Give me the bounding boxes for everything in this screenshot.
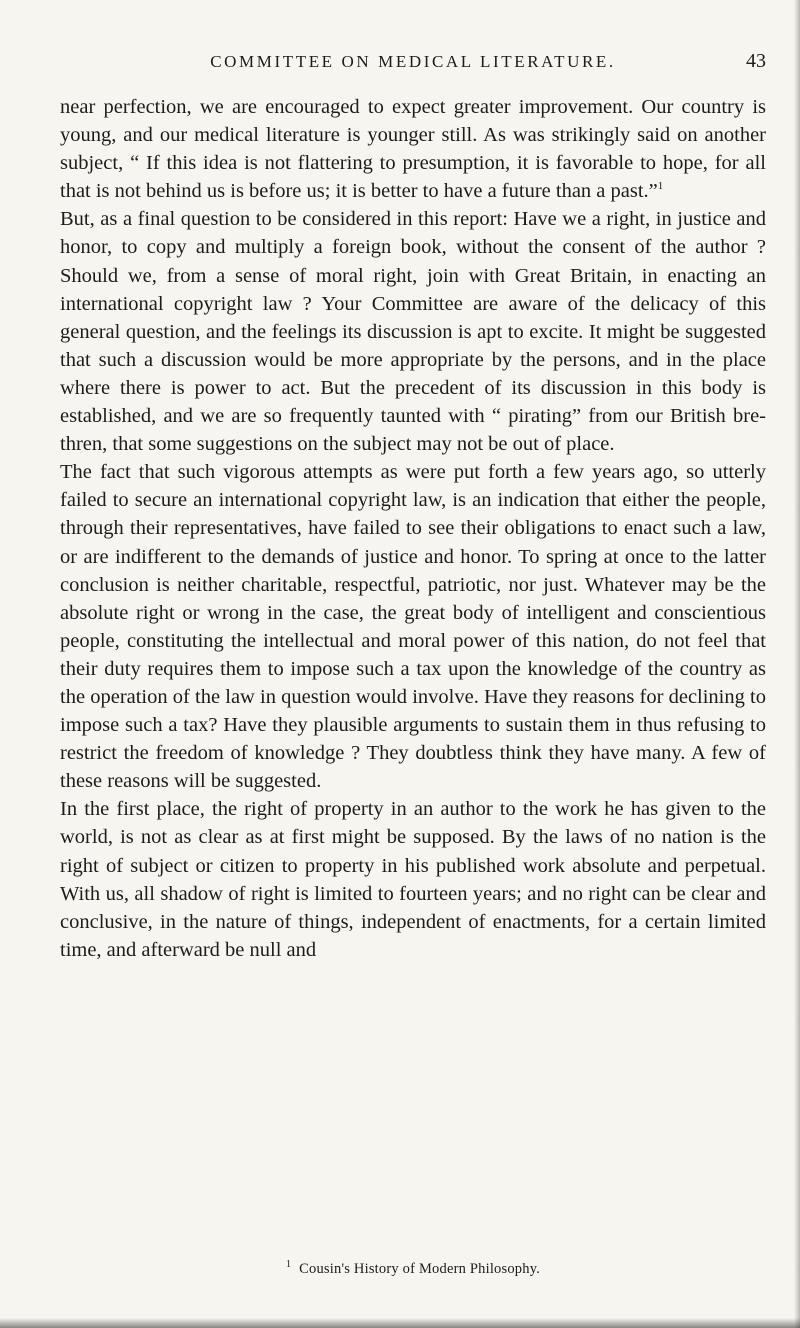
- paragraph-1-text: near perfection, we are encouraged to expect greater improvement. Our country is young, and our medical literature is younger still. As was strikingly said on another subject, “ If this idea is not flattering to presumption, it is favorable to hope, for all that is not behind us is before us; it is better to have a future than a past.”: [60, 96, 766, 203]
- body-text: [60, 93, 766, 964]
- paragraph-4: In the first place, the right of property in an author to the work he has given to the world, is not as clear as at first might be supposed. By the laws of no nation is the right of subject or citizen to property in his published work absolute and perpetual. With us, all shadow of right is limited to fourteen years; and no right can be clear and conclusive, in the nature of things, independent of enactments, for a certain limited time, and afterward be null and: [60, 798, 766, 961]
- footnote-reference: 1: [657, 180, 664, 193]
- footnote: [60, 1261, 766, 1278]
- running-header: [60, 50, 766, 80]
- page-bottom-shadow: [0, 1318, 800, 1328]
- page-edge-shadow: [794, 0, 800, 1328]
- paragraph-3: The fact that such vigorous attempts as were put forth a few years ago, so utterly failed to secure an international copyright law, is an indication that either the people, through their representatives, have failed to see their obligations to enact such a law, or are indifferent to the demands of justice and honor. To spring at once to the latter conclusion is neither charitable, respectful, patriotic, nor just. Whatever may be the absolute right or wrong in the case, the great body of intelligent and conscientious people, constituting the intellectual and moral power of this nation, do not feel that their duty requires them to impose such a tax upon the knowledge of the country as the operation of the law in question would involve. Have they reasons for declining to impose such a tax? Have they plausible arguments to sustain them in thus refusing to restrict the freedom of knowledge ? They doubtless think they have many. A few of these reasons will be suggested.: [60, 461, 766, 793]
- paragraph-2: But, as a final question to be considered in this report: Have we a right, in justice and honor, to copy and multiply a foreign book, without the consent of the author ? Should we, from a sense of moral right, join with Great Britain, in enacting an international copyright law ? Your Committee are aware of the delicacy of this general question, and the feelings its discussion is apt to excite. It might be suggested that such a discussion would be more appropriate by the persons, and in the place where there is power to act. But the precedent of its discussion in this body is established, and we are so frequently taunted with “ pirating” from our British brethren, that some suggestions on the subject may not be out of place.: [60, 208, 766, 456]
- footnote-text: Cousin's History of Modern Philosophy.: [299, 1261, 541, 1277]
- page-number: 43: [746, 50, 766, 72]
- running-title: COMMITTEE ON MEDICAL LITERATURE.: [210, 52, 616, 71]
- footnote-mark: 1: [285, 1259, 292, 1271]
- paragraph-1: [60, 93, 766, 205]
